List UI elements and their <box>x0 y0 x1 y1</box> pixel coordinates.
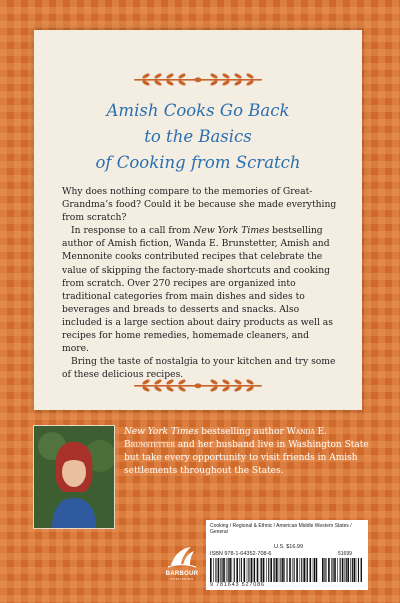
isbn-label: ISBN 978-1-64352-708-6 <box>210 551 272 557</box>
heading-line-1: Amish Cooks Go Back <box>106 101 290 120</box>
panel-heading <box>34 98 362 176</box>
bisac-category: Cooking / Regional & Ethnic / American Middle Western States / General <box>210 523 352 535</box>
heading-line-2: to the Basics <box>144 127 252 146</box>
wheat-divider-top <box>34 68 362 92</box>
barcode-bars <box>210 558 318 582</box>
barcode-addon-bars <box>322 558 362 582</box>
barcode-digits: 9 781643 527086 <box>210 582 265 588</box>
barcode-box <box>206 520 368 590</box>
price-label: U.S. $16.99 <box>274 544 304 550</box>
p2-rest: bestselling author of Amish fiction, Wanda E. Brunstetter, Amish and Mennonite cooks contributed recipes that celebrate the value of skipping the factory-made shortcuts and cooking from scratch. Over 270 recipes are organized into traditional categories from main dishes and sides to beverages and breads to desserts and snacks. Also included is a large section about dairy products as well as recipes for home remedies, homemade cleaners, and more. <box>62 225 333 355</box>
bio-author-name: Wanda E. Brunstetter <box>124 427 327 450</box>
author-photo <box>33 425 115 529</box>
description-paragraph-1: Why does nothing compare to the memories of Great-Grandma’s food? Could it be because she made everything from scratch? <box>62 186 337 224</box>
author-portrait-icon <box>34 426 114 528</box>
publisher-subtitle: PUBLISHING <box>170 577 194 581</box>
book-description <box>62 185 338 381</box>
author-bio <box>124 426 374 478</box>
publisher-logo <box>165 545 199 589</box>
publisher-sail-icon <box>165 545 199 571</box>
wheat-divider-bottom <box>34 374 362 398</box>
description-panel <box>34 30 362 410</box>
heading-line-3: of Cooking from Scratch <box>95 153 301 172</box>
description-paragraph-3: Bring the taste of nostalgia to your kitchen and try some of these delicious recipes. <box>62 356 336 381</box>
bio-lead: bestselling author <box>198 427 287 437</box>
description-paragraph-2 <box>62 224 338 355</box>
barcode-addon-number: 51699 <box>338 551 352 557</box>
p2-lead: In response to a call from <box>71 225 194 237</box>
bio-newspaper-title: New York Times <box>124 427 199 437</box>
publisher-name: BARBOUR <box>165 571 199 577</box>
p2-newspaper-title: New York Times <box>193 225 270 237</box>
bio-rest: and her husband live in Washington State but take every opportunity to visit friends in Amish settlements throughout the States. <box>124 440 369 476</box>
